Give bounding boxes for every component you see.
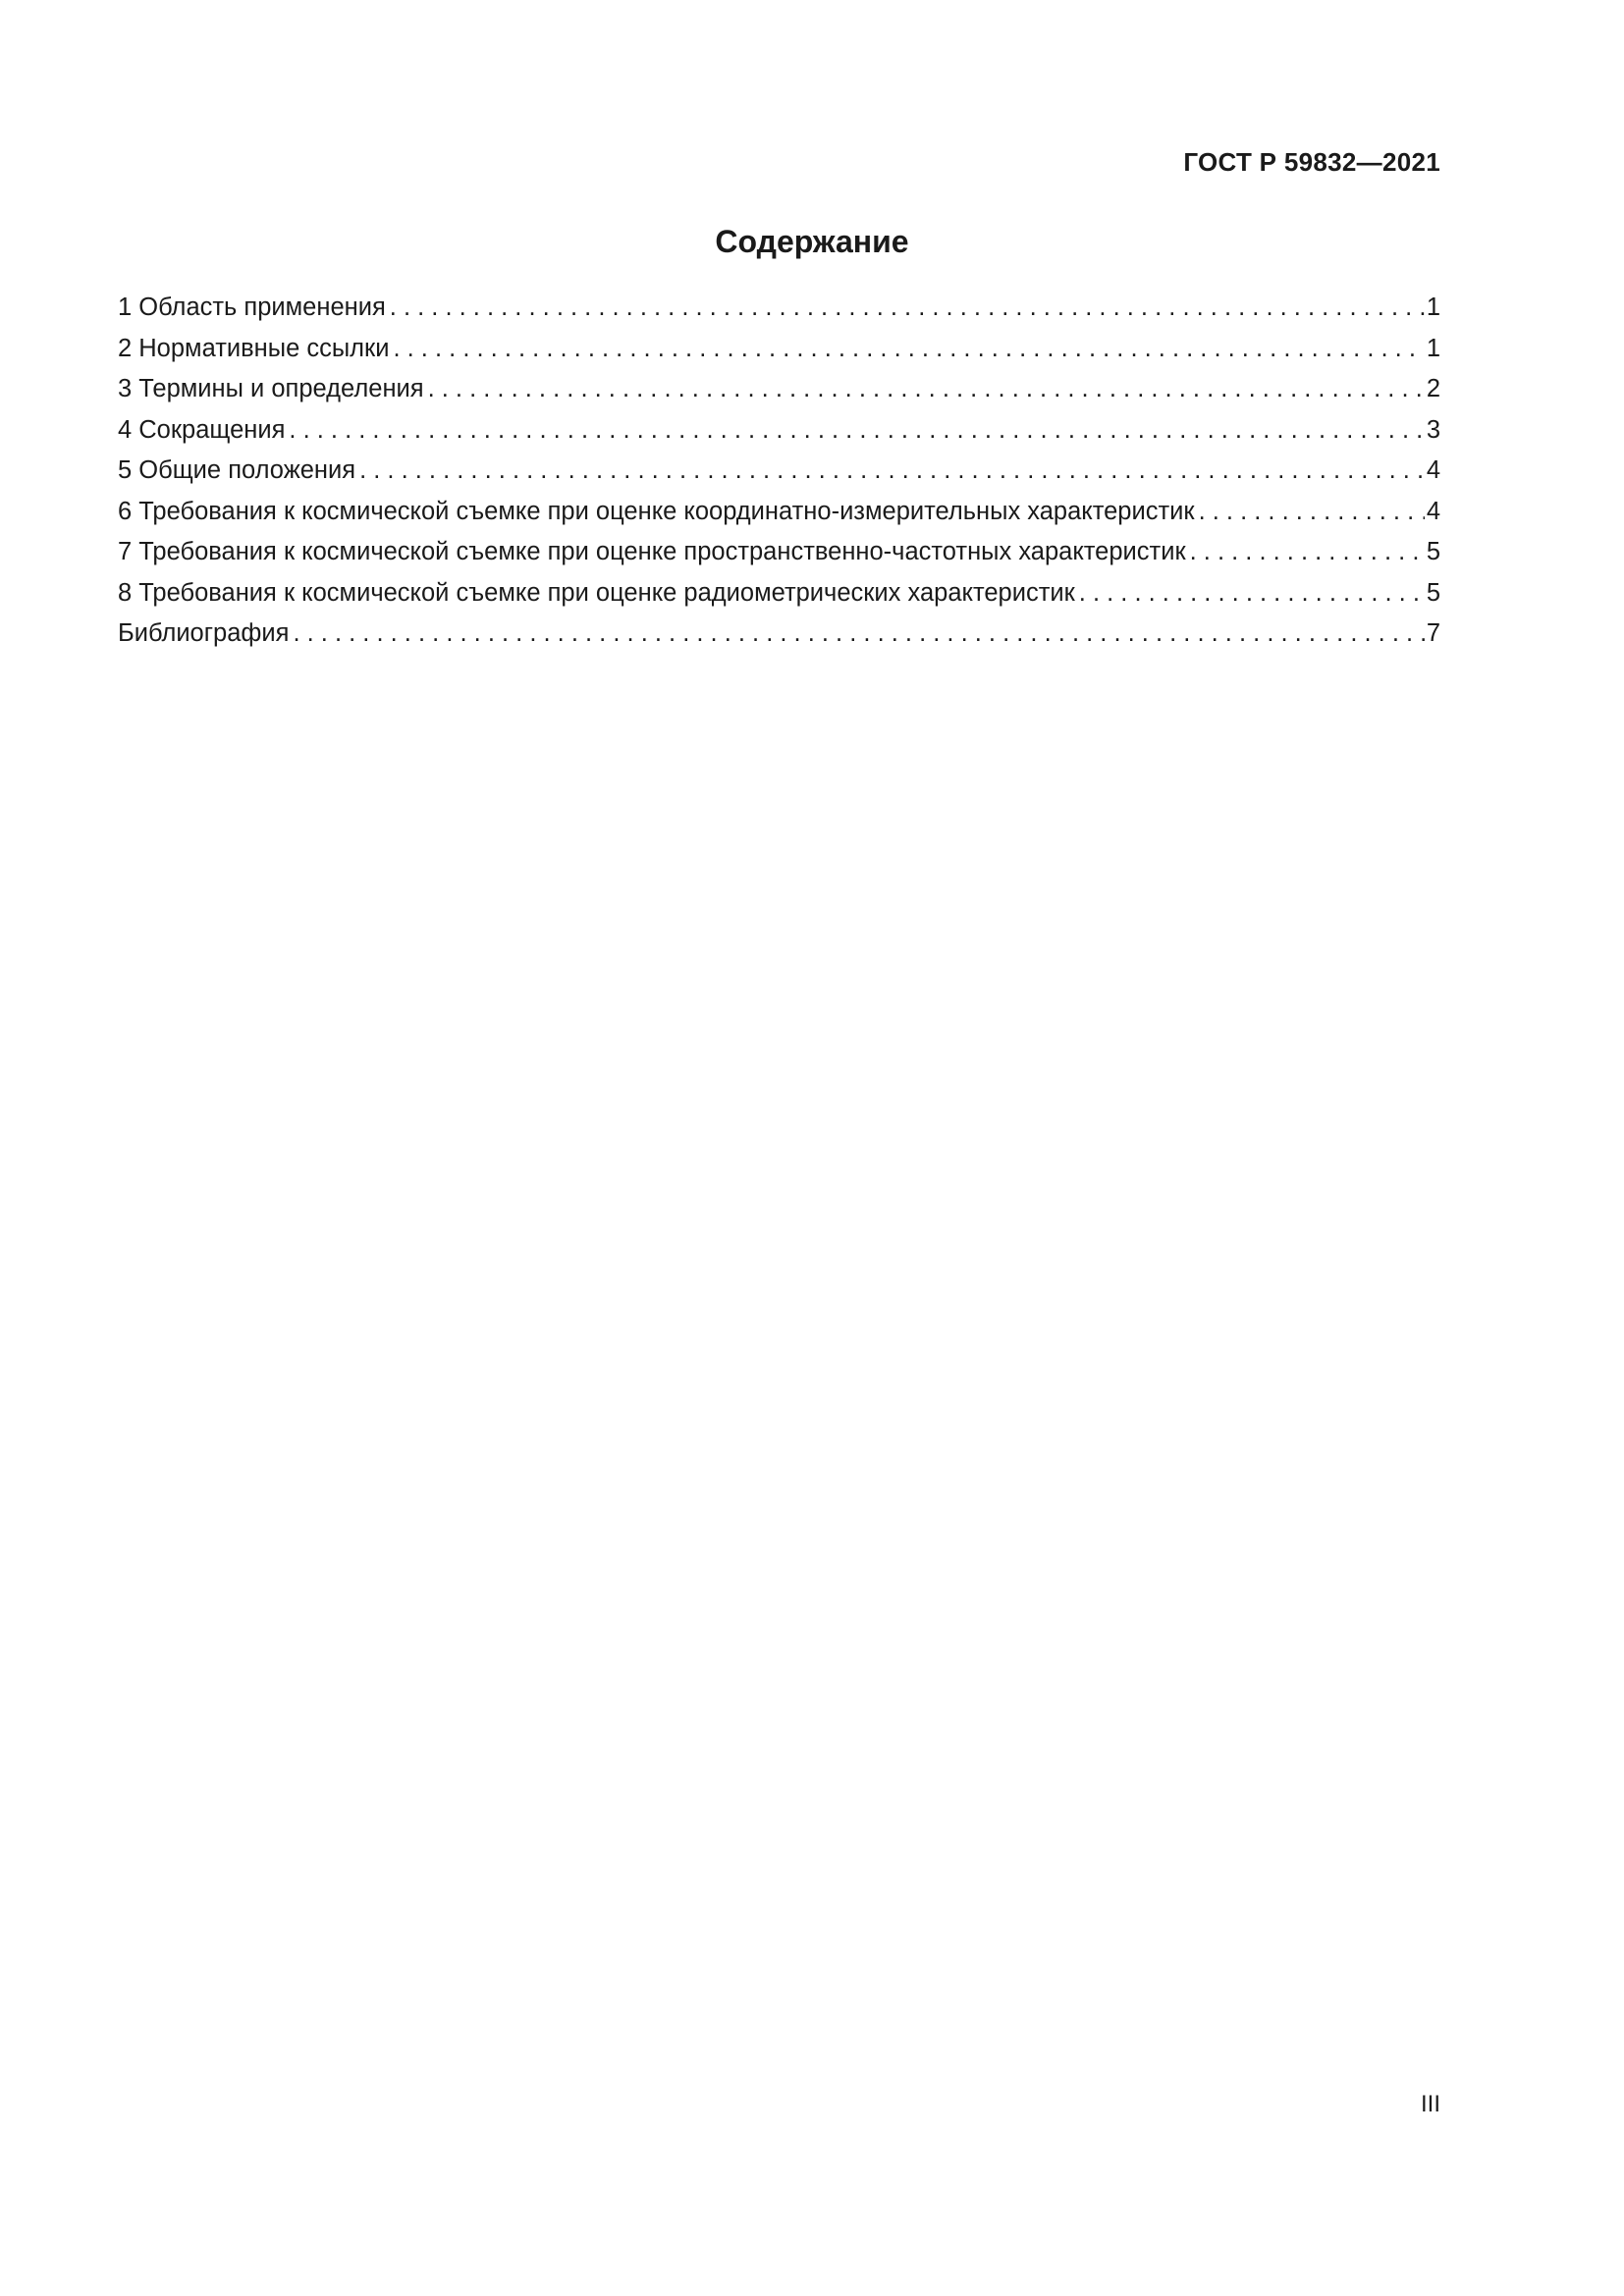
toc-dot-leader <box>293 614 1424 655</box>
toc-entry-page: 1 <box>1426 294 1440 321</box>
toc-entry-page: 4 <box>1426 456 1440 484</box>
toc-dot-leader <box>1199 492 1425 533</box>
toc-dot-leader <box>393 329 1424 370</box>
toc-entry-bibliography[interactable] <box>118 614 1440 655</box>
toc-title: Содержание <box>715 224 909 259</box>
toc-entry-spatial-frequency[interactable] <box>118 532 1440 573</box>
toc-entry-label: 8 Требования к космической съемке при оценке радиометрических характеристик <box>118 578 1075 607</box>
toc-entry-coordinate-measuring[interactable] <box>118 492 1440 533</box>
toc-entry-label: 4 Сокращения <box>118 415 286 444</box>
toc-entry-label: 7 Требования к космической съемке при оценке пространственно-частотных характеристик <box>118 538 1186 565</box>
toc-dot-leader <box>390 288 1425 329</box>
toc-entry-abbreviations[interactable] <box>118 410 1440 452</box>
toc-entry-normative-references[interactable] <box>118 329 1440 370</box>
toc-entry-scope[interactable] <box>118 288 1440 329</box>
toc-entry-label: 3 Термины и определения <box>118 375 424 402</box>
toc-entry-label: 5 Общие положения <box>118 456 356 484</box>
toc-dot-leader <box>289 410 1424 452</box>
toc-entry-label: 6 Требования к космической съемке при оценке координатно-измерительных характеристик <box>118 497 1195 525</box>
toc-dot-leader <box>428 369 1425 410</box>
toc-entry-terms[interactable] <box>118 369 1440 410</box>
toc-entry-page: 1 <box>1426 334 1440 362</box>
toc-entry-page: 7 <box>1426 619 1440 647</box>
toc-entry-label: Библиография <box>118 619 290 647</box>
toc-entry-radiometric[interactable] <box>118 573 1440 614</box>
toc-entry-general-provisions[interactable] <box>118 451 1440 492</box>
table-of-contents <box>118 288 1440 655</box>
toc-dot-leader <box>1190 532 1425 573</box>
toc-dot-leader <box>1079 573 1425 614</box>
toc-entry-page: 4 <box>1426 497 1440 525</box>
toc-entry-page: 2 <box>1426 375 1440 402</box>
toc-entry-label: 2 Нормативные ссылки <box>118 334 390 362</box>
document-id: ГОСТ Р 59832—2021 <box>1183 147 1440 177</box>
toc-entry-page: 5 <box>1426 538 1440 565</box>
page-number: III <box>1420 2091 1440 2117</box>
toc-entry-page: 3 <box>1426 415 1440 444</box>
toc-dot-leader <box>359 451 1425 492</box>
toc-entry-page: 5 <box>1426 578 1440 607</box>
toc-entry-label: 1 Область применения <box>118 294 386 321</box>
